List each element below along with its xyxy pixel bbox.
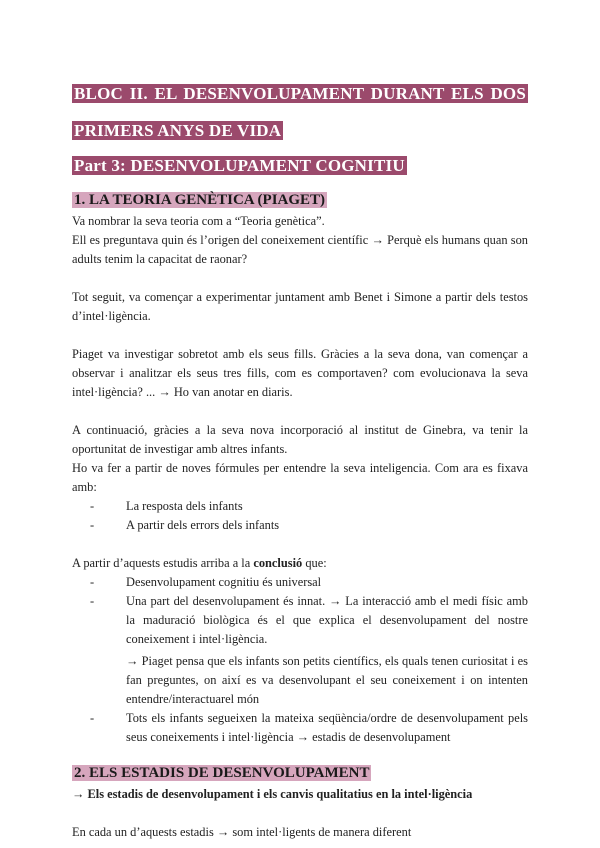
section2-heading — [72, 763, 528, 783]
spacer — [72, 535, 528, 554]
list-item-text: Una part del desenvolupament és innat. → La interacció amb el medi físic amb la maduració biològica és el que explica el desenvolupament del nostre coneixement i intel·ligència. — [126, 594, 528, 646]
conclusion-intro — [72, 554, 528, 573]
section1-paragraph-6: Ho va fer a partir de noves fórmules per entendre la seva inteligencia. Com ara es fixava amb: — [72, 461, 528, 494]
list-item — [90, 592, 528, 709]
section2-title: 2. ELS ESTADIS DE DESENVOLUPAMENT — [74, 765, 370, 781]
section2-subtitle: → Els estadis de desenvolupament i els canvis qualitatius en la intel·ligència — [72, 787, 473, 801]
section1-paragraph-3: Tot seguit, va començar a experimentar juntament amb Benet i Simone a partir dels testos d’intel·ligència. — [72, 290, 528, 323]
spacer — [72, 402, 528, 421]
method-list — [72, 497, 528, 535]
spacer — [72, 804, 528, 823]
section1-paragraph-1: Va nombrar la seva teoria com a “Teoria genètica”. — [72, 214, 325, 228]
section1-heading — [72, 190, 528, 210]
document-content — [72, 70, 528, 842]
list-item: - A partir dels errors dels infants — [90, 516, 528, 535]
bloc-title — [72, 70, 528, 144]
list-item-subnote: → Piaget pensa que els infants son petits científics, els quals tenen curiositat i es fan preguntes, on així es va desenvolupant el seu coneixement i on intenten entendre/interactuarel món — [126, 654, 528, 706]
section1-paragraph-5: A continuació, gràcies a la seva nova incorporació al institut de Ginebra, va tenir la oportunitat de investigar amb altres infants. — [72, 423, 528, 456]
part-title — [72, 154, 528, 178]
list-item: - Desenvolupament cognitiu és universal — [90, 573, 528, 592]
section1-title: 1. LA TEORIA GENÈTICA (PIAGET) — [74, 192, 326, 208]
section1-paragraph-4: Piaget va investigar sobretot amb els seus fills. Gràcies a la seva dona, van començar a observar i analitzar els seus tres fills, com es comportaven? com evolucionava la seva intel·ligència? ... → Ho van anotar en diaris. — [72, 347, 528, 399]
part-title-text: Part 3: DESENVOLUPAMENT COGNITIU — [74, 156, 405, 175]
spacer — [72, 326, 528, 345]
section2-paragraph-1: En cada un d’aquests estadis → som intel·ligents de manera diferent — [72, 825, 412, 839]
list-item: - Tots els infants segueixen la mateixa seqüència/ordre de desenvolupament pels seus coneixements i intel·ligència → estadis de desenvolupament — [90, 709, 528, 747]
conclusion-intro-text: A partir d’aquests estudis arriba a la — [72, 556, 254, 570]
list-item: - La resposta dels infants — [90, 497, 528, 516]
spacer — [72, 269, 528, 288]
conclusion-bold: conclusió — [253, 556, 303, 570]
conclusion-end: que: — [302, 556, 327, 570]
section1-paragraph-2: Ell es preguntava quin és l’origen del coneixement científic → Perquè els humans quan son adults tenim la capacitat de raonar? — [72, 233, 528, 266]
bloc-title-text: BLOC II. EL DESENVOLUPAMENT DURANT ELS DOS PRIMERS ANYS DE VIDA — [74, 84, 526, 140]
conclusion-list — [72, 573, 528, 747]
